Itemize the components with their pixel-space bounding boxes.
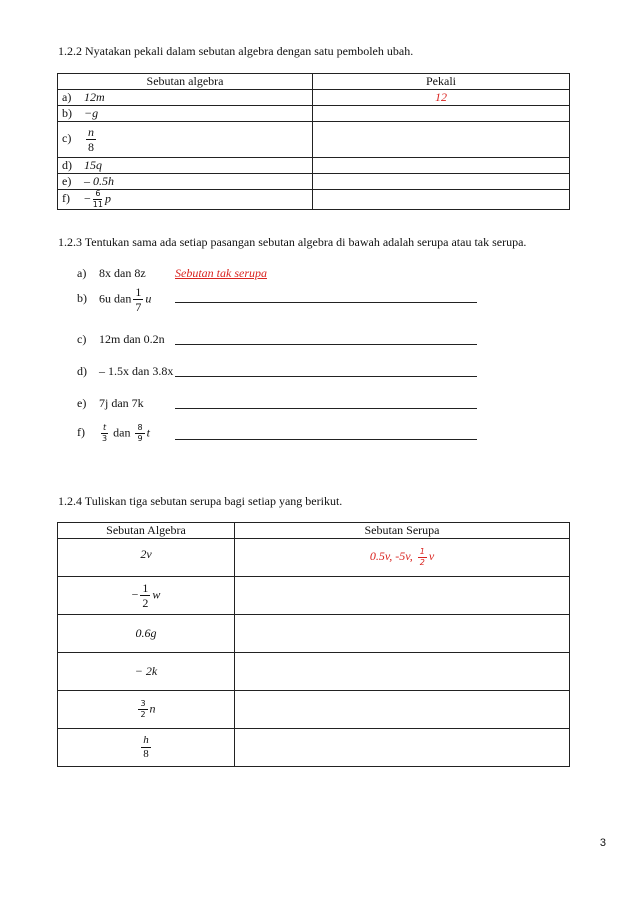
term-cell: 15q bbox=[84, 158, 102, 172]
heading-1-2-3: 1.2.3 Tentukan sama ada setiap pasangan sebutan algebra di bawah adalah serupa atau tak serupa. bbox=[58, 235, 527, 249]
table-row: $\frac{3}{2}$ n bbox=[58, 691, 570, 729]
term-cell: 2v bbox=[140, 547, 152, 561]
answer-cell[interactable] bbox=[235, 691, 570, 729]
pair-item-a: a) 8x dan 8z Sebutan tak serupa bbox=[77, 266, 267, 280]
table-row bbox=[58, 653, 570, 691]
col-header-term: Sebutan Algebra bbox=[58, 523, 235, 539]
term-cell: 12m bbox=[84, 90, 105, 104]
term-cell: 0.6g bbox=[135, 626, 157, 640]
fraction-term: $\frac{6}{11}$ bbox=[92, 189, 103, 209]
fraction-term: $\frac{3}{2}$ bbox=[140, 699, 146, 719]
coefficient-table bbox=[57, 73, 570, 210]
answer-cell[interactable] bbox=[313, 190, 570, 210]
term-cell: − 2k bbox=[134, 664, 158, 678]
table-row bbox=[58, 615, 570, 653]
pair-item-f: f) $\frac{t}{3}$ dan $\frac{8}{9}$ t bbox=[77, 423, 150, 443]
answer-text: Sebutan tak serupa bbox=[175, 266, 267, 280]
answer-cell[interactable] bbox=[313, 174, 570, 190]
heading-1-2-4: 1.2.4 Tuliskan tiga sebutan serupa bagi setiap yang berikut. bbox=[58, 494, 343, 508]
term-cell: – 0.5h bbox=[84, 174, 114, 188]
table-row bbox=[58, 729, 570, 767]
term-cell: −g bbox=[84, 106, 99, 120]
table-row: e) – 0.5h bbox=[58, 174, 570, 190]
answer-cell[interactable] bbox=[235, 577, 570, 615]
heading-1-2-2: 1.2.2 Nyatakan pekali dalam sebutan algebra dengan satu pemboleh ubah. bbox=[58, 44, 414, 58]
answer-line-d[interactable] bbox=[175, 376, 477, 377]
table-row: a) 12m 12 bbox=[58, 90, 570, 106]
col-header-term: Sebutan algebra bbox=[58, 74, 313, 90]
table-row bbox=[58, 539, 570, 577]
answer-cell[interactable] bbox=[235, 653, 570, 691]
fraction-term: $\frac{8}{9}$ bbox=[137, 423, 143, 443]
fraction-term: $\frac{n}{8}$ bbox=[88, 125, 94, 154]
answer-cell: 0.5v, -5v, $\frac{1}{2}$ v bbox=[369, 547, 435, 567]
fraction-term: $\frac{1}{7}$ bbox=[135, 285, 142, 314]
fraction-term: $\frac{h}{8}$ bbox=[143, 734, 149, 760]
table-row: f) − $\frac{6}{11}$ p bbox=[58, 190, 570, 210]
answer-line-e[interactable] bbox=[175, 408, 477, 409]
page-number: 3 bbox=[599, 837, 606, 849]
table-row: c) $\frac{n}{8}$ bbox=[58, 122, 570, 158]
fraction-term: $\frac{1}{2}$ bbox=[142, 581, 149, 610]
answer-cell[interactable] bbox=[313, 158, 570, 174]
answer-cell[interactable] bbox=[313, 122, 570, 158]
answer-cell[interactable] bbox=[313, 106, 570, 122]
answer-cell: 12 bbox=[435, 90, 447, 104]
answer-line-b[interactable] bbox=[175, 302, 477, 303]
table-row: b) −g bbox=[58, 106, 570, 122]
pair-item-c: c) 12m dan 0.2n bbox=[77, 332, 165, 346]
pair-item-e: e) 7j dan 7k bbox=[77, 396, 144, 410]
col-header-similar: Sebutan Serupa bbox=[235, 523, 570, 539]
table-row: d) 15q bbox=[58, 158, 570, 174]
answer-line-c[interactable] bbox=[175, 344, 477, 345]
table-row: − $\frac{1}{2}$ w bbox=[58, 577, 570, 615]
answer-line-f[interactable] bbox=[175, 439, 477, 440]
fraction-term: $\frac{t}{3}$ bbox=[102, 423, 108, 443]
answer-cell[interactable] bbox=[235, 615, 570, 653]
col-header-coefficient: Pekali bbox=[313, 74, 570, 90]
similar-terms-table bbox=[57, 522, 570, 767]
pair-item-b: b) 6u dan $\frac{1}{7}$ u bbox=[77, 285, 152, 314]
answer-cell[interactable] bbox=[235, 729, 570, 767]
pair-item-d: d) – 1.5x dan 3.8x bbox=[77, 364, 174, 378]
